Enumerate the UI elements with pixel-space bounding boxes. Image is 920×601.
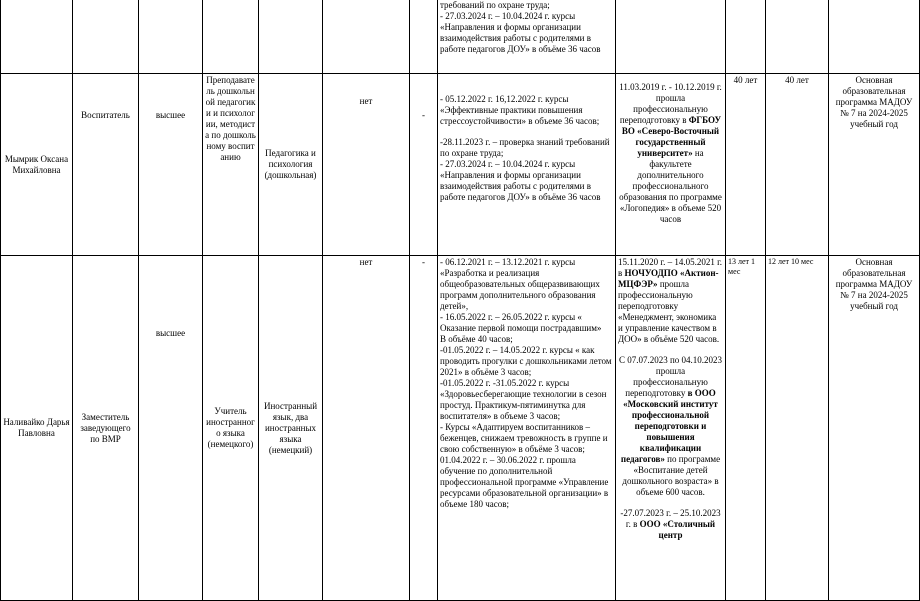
cell-specialty: Педагогика и психология (дошкольная) bbox=[259, 74, 323, 256]
cell-position: Воспитатель bbox=[73, 74, 139, 256]
retraining-organization: ФГБОУ ВО «Северо-Восточный государственный университет» bbox=[621, 115, 722, 158]
cell-education: высшее bbox=[139, 74, 203, 256]
cell-program: Основная образовательная программа МАДОУ № 7 на 2024-2025 учебный год bbox=[829, 256, 920, 601]
cell-courses bbox=[438, 74, 616, 256]
cell-position: Заместитель заведующего по ВМР bbox=[73, 256, 139, 601]
cell-qualification: Учитель иностранного языка (немецкого) bbox=[203, 256, 259, 601]
cell-specialty: Иностранный язык, два иностранных языка (немецкий) bbox=[259, 256, 323, 601]
cell-retraining bbox=[616, 0, 726, 74]
table-row bbox=[1, 256, 920, 601]
retraining-organization: в ООО «Московский институт профессиональной переподготовки и повышения квалификации педагогов» bbox=[620, 388, 718, 464]
cell-retraining bbox=[616, 256, 726, 601]
cell-specialty bbox=[259, 0, 323, 74]
cell-degree bbox=[323, 0, 410, 74]
cell-ped-experience: 12 лет 10 мес bbox=[766, 256, 829, 601]
retraining-text: 15.11.2020 г. – 14.05.2021 г. в bbox=[618, 257, 723, 278]
cell-name bbox=[1, 0, 73, 74]
cell-degree: нет bbox=[323, 256, 410, 601]
retraining-text: прошла профессиональную переподготовку «Менеджмент, экономика и управление качеством в ДОО» в объёме 520 часов. bbox=[618, 279, 720, 344]
cell-qualification: Преподаватель дошкольной педагогики и психологии, методиста по дошкольному воспитанию bbox=[203, 74, 259, 256]
retraining-text: по программе «Воспитание детей дошкольного возраста» в объеме 600 часов. bbox=[622, 454, 721, 497]
cell-ped-experience: 40 лет bbox=[766, 74, 829, 256]
cell-retraining bbox=[616, 74, 726, 256]
course-entry: - 05.12.2022 г. 16,12.2022 г. курсы «Эффективные практики повышения стрессоустойчивости» в объеме 36 часов; bbox=[440, 94, 600, 126]
table-row bbox=[1, 0, 920, 74]
retraining-entry bbox=[618, 257, 723, 345]
cell-title: - bbox=[410, 74, 438, 256]
retraining-text: -27.07.2023 г. – 25.10.2023 г. в bbox=[620, 508, 721, 529]
cell-program bbox=[829, 0, 920, 74]
cell-total-experience: 13 лет 1 мес bbox=[726, 256, 766, 601]
cell-education bbox=[139, 0, 203, 74]
cell-total-experience: 40 лет bbox=[726, 74, 766, 256]
cell-courses: требований по охране труда; - 27.03.2024 г. – 10.04.2024 г. курсы «Направления и формы организации взаимодействия работы с родителями в работе педагогов ДОУ» в объёме 36 часов bbox=[438, 0, 616, 74]
cell-program: Основная образовательная программа МАДОУ № 7 на 2024-2025 учебный год bbox=[829, 74, 920, 256]
retraining-entry bbox=[618, 355, 723, 498]
retraining-text: на факультете дополнительного профессионального образования по программе «Логопедия» в объеме 520 часов bbox=[619, 148, 722, 224]
table-row bbox=[1, 74, 920, 256]
retraining-text: С 07.07.2023 по 04.10.2023 прошла профессиональную переподготовку bbox=[618, 355, 723, 398]
retraining-text: 11.03.2019 г. - 10.12.2019 г. прошла профессиональную переподготовку в bbox=[619, 82, 722, 125]
cell-total-experience bbox=[726, 0, 766, 74]
cell-degree: нет bbox=[323, 74, 410, 256]
cell-education: высшее bbox=[139, 256, 203, 601]
cell-title: - bbox=[410, 256, 438, 601]
cell-name: Наливайко Дарья Павловна bbox=[1, 256, 73, 601]
cell-position bbox=[73, 0, 139, 74]
cell-ped-experience bbox=[766, 0, 829, 74]
course-entry: -28.11.2023 г. – проверка знаний требований по охране труда; - 27.03.2024 г. – 10.04.2024 г. курсы «Направления и формы организации взаимодействия работы с родителями в работе педагогов ДОУ» в объёме 36 часов bbox=[440, 137, 610, 202]
retraining-organization: ООО «Столичный центр bbox=[639, 519, 716, 540]
retraining-entry bbox=[618, 508, 723, 541]
cell-courses: - 06.12.2021 г. – 13.12.2021 г. курсы «Разработка и реализация общеобразовательных общеразвивающих программ дополнительного образования детей», - 16.05.2022 г. – 26.05.2022 г. курсы « Оказание первой помощи пострадавшим» В объёме 40 часов; -01.05.2022 г. – 14.05.2022 г. курсы « как проводить прогулки с дошкольниками летом 2021» в объёме 3 часов; -01.05.2022 г. -31.05.2022 г. курсы «Здоровьесберегающие технологии в сезон простуд. Практикум-пятиминутка для воспитателя» в объеме 3 часов; - Курсы «Адаптируем воспитанников – беженцев, снижаем тревожность в группе и свою собственную» в объёме 3 часов; 01.04.2022 г. – 30.06.2022 г. прошла обучение по дополнительной профессиональной программе «Управление ресурсами образовательной организации» в объеме 180 часов; bbox=[438, 256, 616, 601]
cell-title bbox=[410, 0, 438, 74]
cell-qualification bbox=[203, 0, 259, 74]
cell-name: Мымрик Оксана Михайловна bbox=[1, 74, 73, 256]
retraining-organization: НОЧУОДПО «Актион-МЦФЭР» bbox=[618, 268, 719, 289]
